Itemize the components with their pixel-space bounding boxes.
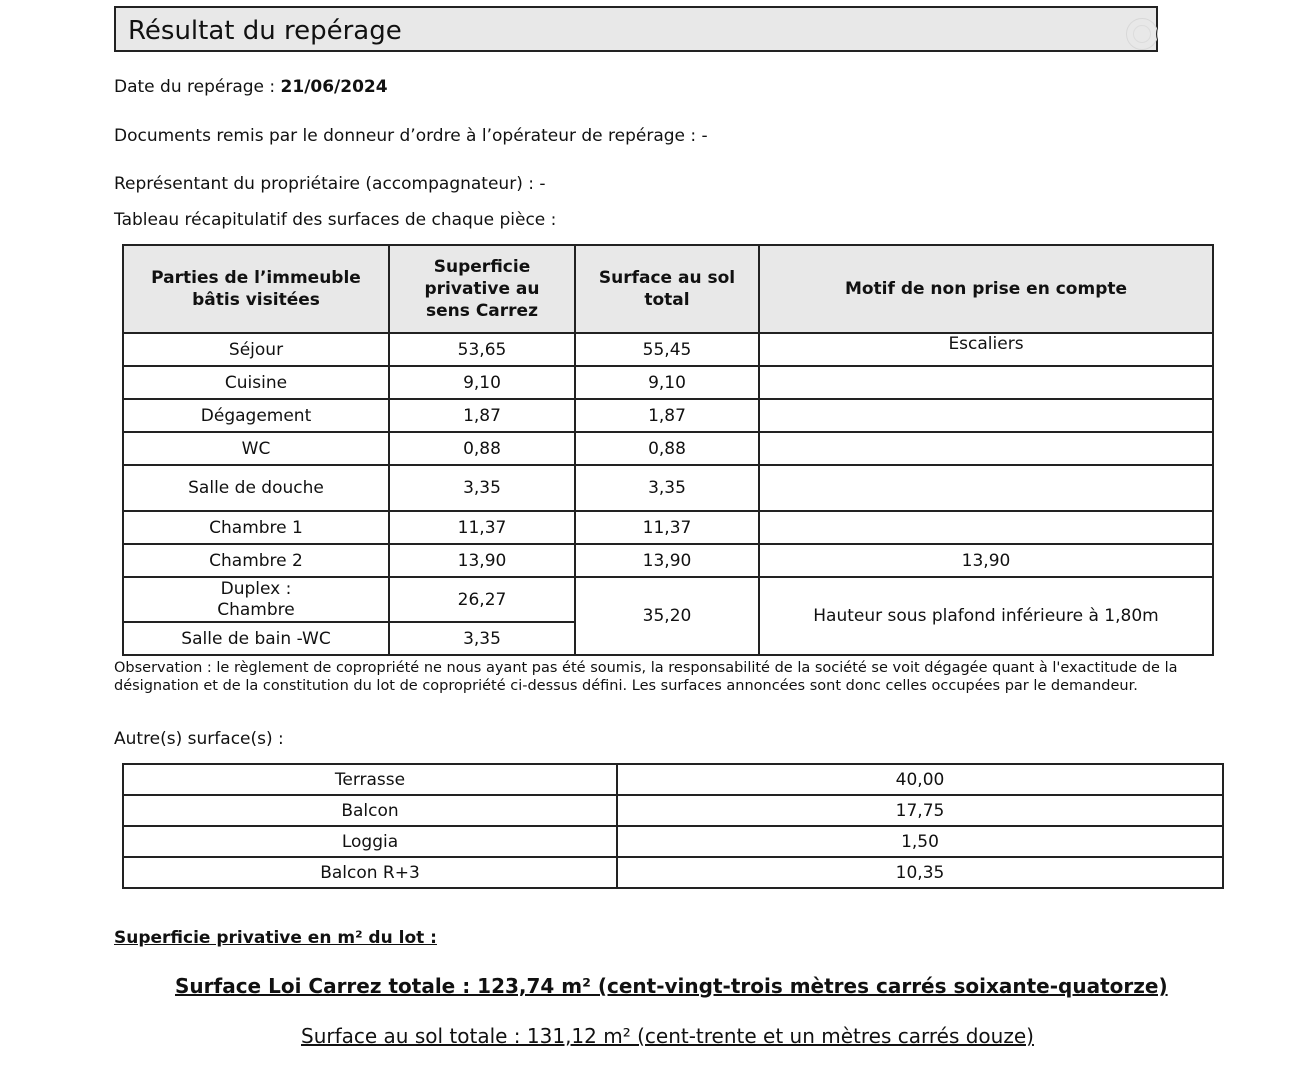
observation-note: Observation : le règlement de copropriété ne nous ayant pas été soumis, la responsabilité de la société se voit dégagée quant à l'exactitude de la désignation et de la constitution du lot de copropriété ci-dessus défini. Les surfaces annoncées sont donc celles occupées par le demandeur.: [114, 660, 1178, 694]
other-surfaces-table: [122, 763, 1224, 889]
table-row: WC 0,88 0,88: [123, 432, 1213, 465]
table-row: Loggia 1,50: [123, 826, 1223, 857]
header-carrez: Superficie privative au sens Carrez: [389, 245, 575, 333]
table-row: Séjour 53,65 55,45 Escaliers: [123, 333, 1213, 366]
table-row: Terrasse 40,00: [123, 764, 1223, 795]
other-surfaces-label: Autre(s) surface(s) :: [114, 729, 284, 749]
date-line: [114, 77, 388, 97]
sol-total: Surface au sol totale : 131,12 m² (cent-trente et un mètres carrés douze): [301, 1024, 1034, 1048]
surfaces-table: [122, 244, 1214, 656]
duplex-motif-merged: Hauteur sous plafond inférieure à 1,80m: [759, 577, 1213, 655]
representative-line: Représentant du propriétaire (accompagnateur) : -: [114, 174, 546, 194]
table-intro: Tableau récapitulatif des surfaces de chaque pièce :: [114, 210, 557, 230]
table-row: Cuisine 9,10 9,10: [123, 366, 1213, 399]
table-header-row: [123, 245, 1213, 333]
date-value: 21/06/2024: [280, 77, 388, 97]
duplex-sol-merged: 35,20: [575, 577, 759, 655]
table-row: Salle de bain -WC 3,35: [123, 622, 1213, 655]
header-motif: Motif de non prise en compte: [759, 245, 1213, 333]
header-parties: Parties de l’immeuble bâtis visitées: [123, 245, 389, 333]
summary-heading: Superficie privative en m² du lot :: [114, 928, 437, 948]
table-row: Chambre 2 13,90 13,90 13,90: [123, 544, 1213, 577]
carrez-total: Surface Loi Carrez totale : 123,74 m² (cent-vingt-trois mètres carrés soixante-quatorze): [175, 974, 1168, 998]
table-row: Salle de douche 3,35 3,35: [123, 465, 1213, 511]
table-row-duplex: Duplex : Chambre 26,27 35,20 Hauteur sous plafond inférieure à 1,80m: [123, 577, 1213, 622]
documents-line: Documents remis par le donneur d’ordre à l’opérateur de repérage : -: [114, 126, 708, 146]
table-row: Chambre 1 11,37 11,37: [123, 511, 1213, 544]
table-row: Balcon R+3 10,35: [123, 857, 1223, 888]
date-label: Date du repérage :: [114, 77, 281, 97]
duplex-room: Duplex : Chambre: [123, 577, 389, 622]
section-title-box: [114, 6, 1158, 52]
table-row: Dégagement 1,87 1,87: [123, 399, 1213, 432]
table-row: Balcon 17,75: [123, 795, 1223, 826]
header-sol: Surface au sol total: [575, 245, 759, 333]
section-title: Résultat du repérage: [128, 16, 402, 46]
watermark-logo-icon: [1126, 18, 1158, 50]
